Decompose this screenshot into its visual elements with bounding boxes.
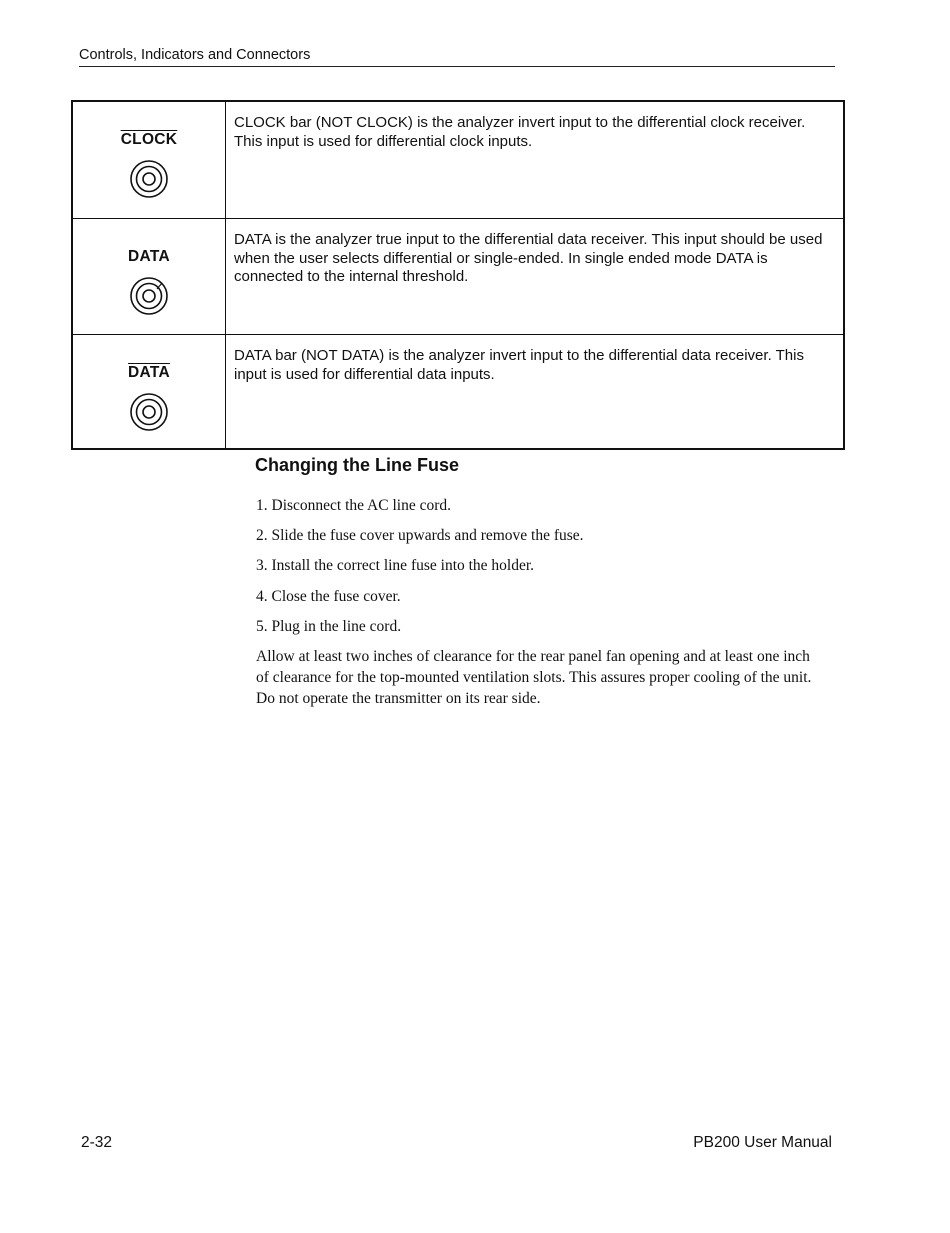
- connector-description: DATA bar (NOT DATA) is the analyzer invert input to the differential data receiver. This input is used for differential data inputs.: [226, 335, 845, 450]
- connector-description: CLOCK bar (NOT CLOCK) is the analyzer invert input to the differential clock receiver. This input is used for differential clock inputs.: [226, 101, 845, 219]
- connector-description: DATA is the analyzer true input to the differential data receiver. This input should be used when the user selects differential or single-ended. In single ended mode DATA is connected to the internal threshold.: [226, 219, 845, 335]
- bnc-connector-icon: [129, 159, 169, 199]
- list-item: 1. Disconnect the AC line cord.: [256, 497, 451, 514]
- connector-name: CLOCK: [120, 131, 178, 148]
- bnc-connector-icon: [129, 392, 169, 432]
- running-header: Controls, Indicators and Connectors: [79, 46, 835, 67]
- list-item: 5. Plug in the line cord.: [256, 617, 402, 635]
- manual-title: PB200 User Manual: [693, 1134, 832, 1151]
- connector-label-cell: [72, 219, 226, 335]
- bnc-connector-icon: [129, 276, 169, 316]
- clearance-note: Allow at least two inches of clearance for the rear panel fan opening and at least one inch of clearance for the top-mounted ventilation slots. This assures proper cooling of the unit. Do not operate the transmitter on its rear side.: [256, 648, 812, 707]
- connector-name: DATA: [128, 248, 170, 265]
- connector-label-cell: [72, 101, 226, 219]
- list-item: 3. Install the correct line fuse into the holder.: [256, 557, 535, 575]
- list-item: 4. Close the fuse cover.: [256, 587, 401, 605]
- section-heading: Changing the Line Fuse: [255, 455, 460, 475]
- connector-name: DATA: [128, 364, 170, 381]
- connector-table: [71, 100, 845, 450]
- connector-label-cell: [72, 335, 226, 450]
- list-item: 2. Slide the fuse cover upwards and remove the fuse.: [256, 527, 584, 545]
- page-number: 2-32: [81, 1134, 113, 1151]
- table-row: [72, 335, 844, 450]
- fuse-steps-list: [256, 496, 584, 647]
- table-row: [72, 101, 844, 219]
- table-row: [72, 219, 844, 335]
